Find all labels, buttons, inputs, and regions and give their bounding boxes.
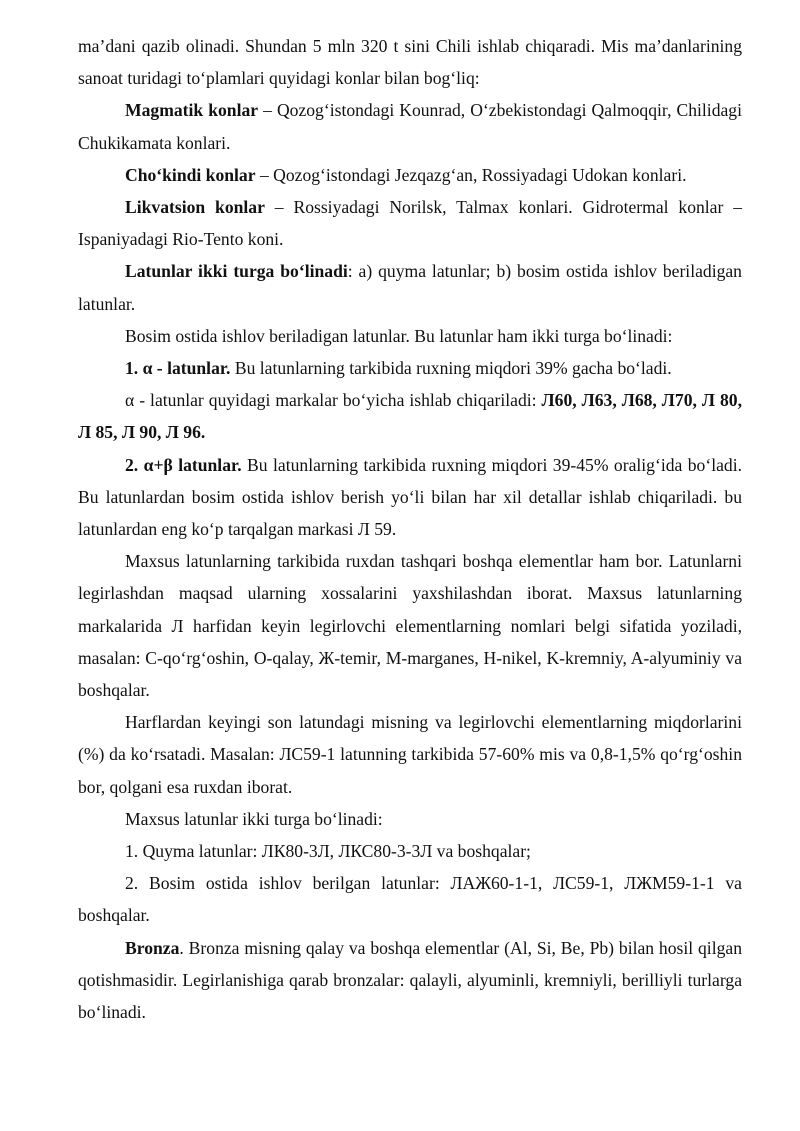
paragraph-text: Bosim ostida ishlov beriladigan latunlar. Bu latunlar ham ikki turga bo‘linadi: — [125, 325, 673, 346]
paragraph-alpha-beta-brass — [78, 449, 742, 546]
paragraph-text: 1. Quyma latunlar: ЛК80-3Л, ЛКС80-3-3Л va boshqalar; — [125, 841, 531, 862]
paragraph-text: : a) quyma latunlar; b) bosim ostida ishlov beriladigan latunlar. — [78, 261, 742, 314]
paragraph-liquation-deposits — [78, 191, 742, 255]
paragraph-bronze — [78, 932, 742, 1029]
paragraph-text: ma’dani qazib olinadi. Shundan 5 mln 320 t sini Chili ishlab chiqaradi. Mis ma’danlarining sanoat turidagi to‘plamlari quyidagi konlar bilan bog‘liq: — [78, 36, 742, 89]
paragraph-text: Maxsus latunlar ikki turga bo‘linadi: — [125, 808, 383, 829]
paragraph-lead: Latunlar ikki turga bo‘linadi — [125, 261, 348, 282]
document-page — [78, 30, 742, 1028]
paragraph-pressure-brass — [78, 320, 742, 352]
paragraph-text: – Qozog‘istondagi Jezqazg‘an, Rossiyadagi Udokan konlari. — [255, 164, 687, 185]
paragraph-lead: Bronza — [125, 937, 180, 958]
paragraph-special-brass — [78, 545, 742, 706]
paragraph-brass-types — [78, 255, 742, 319]
paragraph-pressure-treated-brass — [78, 867, 742, 931]
paragraph-brass-marking — [78, 706, 742, 803]
paragraph-magmatic-deposits — [78, 94, 742, 158]
paragraph-cast-brass — [78, 835, 742, 867]
paragraph-text: Maxsus latunlarning tarkibida ruxdan tashqari boshqa elementlar ham bor. Latunlarni legirlashdan maqsad ularning xossalarini yaxshilashdan iborat. Maxsus latunlarning markalarida Л harfidan keyin legirlovchi elementlarning nomlari belgi sifatida yoziladi, masalan: C-qo‘rg‘oshin, O-qalay, Ж-temir, M-marganes, H-nikel, K-kremniy, A-alyuminiy va boshqalar. — [78, 551, 742, 701]
paragraph-alpha-brass — [78, 352, 742, 384]
paragraph-text: Bu latunlarning tarkibida ruxning miqdori 39-45% oralig‘ida bo‘ladi. Bu latunlardan bosim ostida ishlov berish yo‘li bilan har xil detallar ishlab chiqariladi. bu latunlardan eng ko‘p tarqalgan markasi Л 59. — [78, 454, 742, 540]
paragraph-special-brass-types — [78, 803, 742, 835]
paragraph-sedimentary-deposits — [78, 159, 742, 191]
paragraph-lead: Cho‘kindi konlar — [125, 164, 256, 185]
paragraph-lead: Magmatik konlar — [125, 100, 259, 121]
paragraph-text: 2. Bosim ostida ishlov berilgan latunlar: ЛАЖ60-1-1, ЛС59-1, ЛЖМ59-1-1 va boshqalar. — [78, 873, 742, 926]
paragraph-text: – Rossiyadagi Norilsk, Talmax konlari. Gidrotermal konlar – Ispaniyadagi Rio-Tento koni. — [78, 197, 743, 250]
brass-grade-list: Л60, Л63, Л68, Л70, Л 80, Л 85, Л 90, Л 96. — [78, 390, 742, 443]
paragraph-text: Harflardan keyingi son latundagi misning va legirlovchi elementlarning miqdorlarini (%) da ko‘rsatadi. Masalan: ЛС59-1 latunning tarkibida 57-60% mis va 0,8-1,5% qo‘rg‘oshin bor, qolgani esa ruxdan iborat. — [78, 712, 742, 797]
paragraph-text: α - latunlar quyidagi markalar bo‘yicha ishlab chiqariladi: — [125, 390, 542, 411]
paragraph-lead: Likvatsion konlar — [125, 197, 265, 218]
paragraph-text: Bu latunlarning tarkibida ruxning miqdori 39% gacha bo‘ladi. — [230, 358, 672, 379]
paragraph-alpha-brass-grades — [78, 384, 742, 448]
paragraph-text: – Qozog‘istondagi Kounrad, O‘zbekistondagi Qalmoqqir, Chilidagi Chukikamata konlari. — [78, 100, 742, 153]
paragraph-text: . Bronza misning qalay va boshqa elementlar (Al, Si, Be, Pb) bilan hosil qilgan qotishmasidir. Legirlanishiga qarab bronzalar: qalayli, alyuminli, kremniyli, berilliyli turlarga bo‘linadi. — [78, 937, 742, 1023]
paragraph-lead: 2. α+β latunlar. — [125, 454, 242, 475]
paragraph-copper-deposits-intro — [78, 30, 742, 94]
paragraph-lead: 1. α - latunlar. — [125, 358, 231, 379]
